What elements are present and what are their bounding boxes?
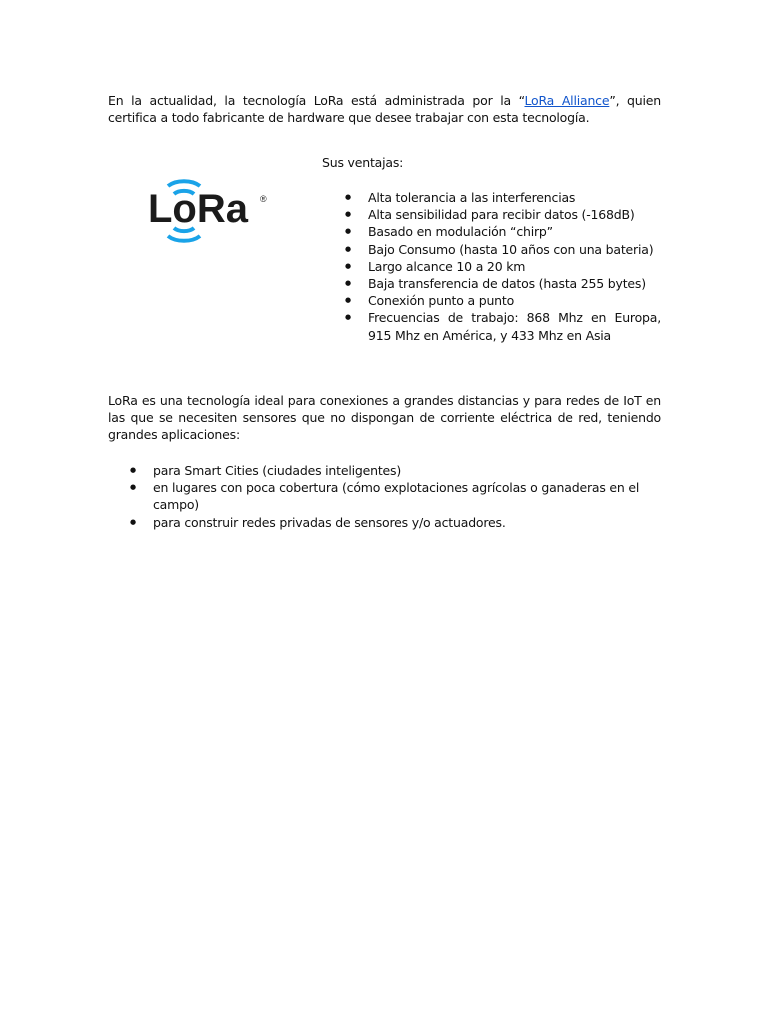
ventajas-heading: Sus ventajas: [322,155,404,170]
intro-text-before-link: En la actualidad, la tecnología LoRa está administrada por la “ [108,93,525,108]
list-item: ● para Smart Cities (ciudades inteligentes) [130,462,670,479]
aplicaciones-list [130,462,670,531]
intro-paragraph [108,92,661,126]
logo-registered-mark: ® [260,194,267,204]
list-item: ● Conexión punto a punto [345,292,661,309]
list-item: ● Alta sensibilidad para recibir datos (-168dB) [345,206,661,223]
wireless-signal-icon [140,166,300,276]
list-item: ● Alta tolerancia a las interferencias [345,189,661,206]
list-item: ● Basado en modulación “chirp” [345,223,661,240]
lora-paragraph: LoRa es una tecnología ideal para conexiones a grandes distancias y para redes de IoT en las que se necesiten sensores que no dispongan de corriente eléctrica de red, teniendo grandes aplicaciones: [108,393,661,442]
logo-wordmark: LoRa [148,187,248,231]
list-item: ● para construir redes privadas de sensores y/o actuadores. [130,514,670,531]
lora-alliance-link[interactable]: LoRa Alliance [524,93,610,108]
list-item: ● Frecuencias de trabajo: 868 Mhz en Europa, 915 Mhz en América, y 433 Mhz en Asia [345,309,661,343]
list-item: ● en lugares con poca cobertura (cómo explotaciones agrícolas o ganaderas en el campo) [130,479,670,513]
intro-text-after-link: ”, quien certifica a todo fabricante de hardware que desee trabajar con esta tecnología. [108,93,662,125]
list-item: ● Bajo Consumo (hasta 10 años con una bateria) [345,241,661,258]
list-item: ● Baja transferencia de datos (hasta 255 bytes) [345,275,661,292]
list-item: ● Largo alcance 10 a 20 km [345,258,661,275]
ventajas-list [345,189,661,344]
lora-logo [140,166,300,276]
